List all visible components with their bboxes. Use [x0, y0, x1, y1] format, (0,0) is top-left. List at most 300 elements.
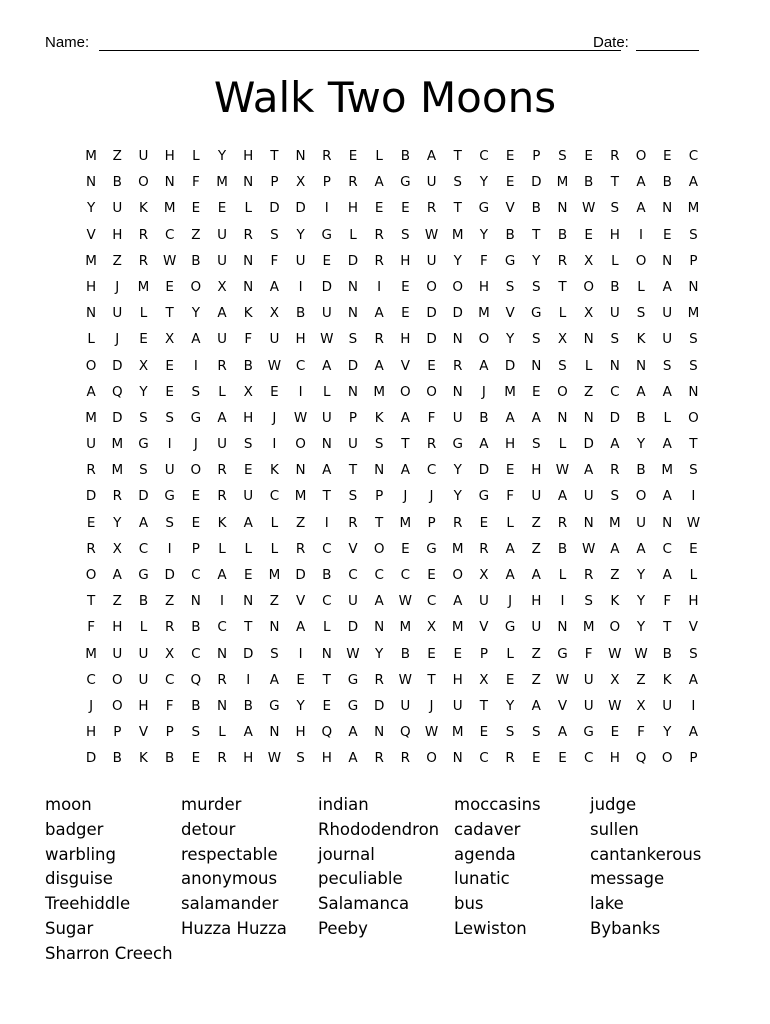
- grid-letter[interactable]: S: [610, 200, 620, 217]
- grid-letter[interactable]: Y: [191, 305, 200, 322]
- grid-letter[interactable]: A: [688, 724, 699, 741]
- grid-letter[interactable]: B: [505, 226, 515, 243]
- grid-letter[interactable]: D: [138, 488, 149, 505]
- grid-letter[interactable]: H: [86, 278, 97, 295]
- grid-letter[interactable]: I: [691, 488, 696, 505]
- grid-letter[interactable]: N: [243, 278, 254, 295]
- grid-letter[interactable]: A: [374, 174, 384, 191]
- grid-letter[interactable]: B: [400, 148, 410, 164]
- grid-letter[interactable]: K: [374, 409, 384, 426]
- grid-letter[interactable]: A: [138, 514, 149, 531]
- grid-letter[interactable]: N: [243, 593, 254, 610]
- grid-letter[interactable]: Z: [531, 645, 541, 662]
- grid-letter[interactable]: H: [531, 462, 542, 479]
- grid-letter[interactable]: V: [138, 724, 149, 741]
- grid-letter[interactable]: U: [583, 697, 594, 714]
- grid-letter[interactable]: Y: [532, 252, 541, 269]
- grid-letter[interactable]: A: [374, 593, 384, 610]
- grid-letter[interactable]: S: [558, 148, 567, 164]
- grid-letter[interactable]: L: [558, 436, 567, 453]
- grid-letter[interactable]: X: [269, 305, 280, 322]
- grid-letter[interactable]: O: [85, 357, 97, 374]
- grid-letter[interactable]: S: [296, 750, 305, 767]
- grid-letter[interactable]: O: [688, 409, 699, 426]
- grid-letter[interactable]: A: [610, 436, 620, 453]
- grid-letter[interactable]: E: [86, 514, 96, 531]
- grid-letter[interactable]: E: [479, 724, 489, 741]
- grid-letter[interactable]: A: [531, 409, 541, 426]
- grid-letter[interactable]: O: [609, 619, 621, 636]
- grid-letter[interactable]: N: [688, 383, 699, 400]
- grid-letter[interactable]: D: [373, 697, 385, 714]
- grid-letter[interactable]: T: [86, 593, 96, 610]
- grid-letter[interactable]: A: [86, 383, 96, 400]
- grid-letter[interactable]: S: [191, 383, 201, 400]
- grid-letter[interactable]: S: [374, 436, 384, 453]
- grid-letter[interactable]: M: [294, 488, 307, 505]
- grid-letter[interactable]: B: [243, 697, 253, 714]
- grid-letter[interactable]: U: [426, 252, 437, 269]
- grid-letter[interactable]: R: [322, 148, 332, 164]
- grid-letter[interactable]: W: [162, 252, 177, 269]
- grid-letter[interactable]: M: [451, 540, 464, 557]
- grid-letter[interactable]: R: [374, 226, 384, 243]
- grid-letter[interactable]: E: [610, 724, 620, 741]
- grid-letter[interactable]: M: [111, 462, 124, 479]
- grid-letter[interactable]: L: [558, 305, 567, 322]
- grid-letter[interactable]: T: [427, 671, 436, 688]
- grid-letter[interactable]: R: [374, 671, 384, 688]
- grid-letter[interactable]: U: [426, 174, 437, 191]
- grid-letter[interactable]: D: [347, 619, 359, 636]
- grid-letter[interactable]: R: [348, 514, 358, 531]
- grid-letter[interactable]: N: [269, 619, 280, 636]
- grid-letter[interactable]: R: [610, 462, 620, 479]
- grid-letter[interactable]: U: [348, 593, 358, 610]
- grid-letter[interactable]: M: [85, 645, 97, 662]
- grid-letter[interactable]: G: [347, 671, 359, 688]
- grid-letter[interactable]: E: [243, 567, 253, 583]
- grid-letter[interactable]: A: [688, 174, 699, 191]
- grid-letter[interactable]: A: [400, 462, 410, 479]
- grid-letter[interactable]: A: [662, 383, 672, 400]
- grid-letter[interactable]: A: [322, 462, 332, 479]
- grid-letter[interactable]: L: [375, 148, 383, 164]
- grid-letter[interactable]: B: [295, 305, 306, 322]
- grid-letter[interactable]: P: [689, 750, 698, 767]
- grid-letter[interactable]: F: [191, 174, 200, 191]
- grid-letter[interactable]: O: [426, 278, 437, 295]
- grid-letter[interactable]: N: [374, 619, 385, 636]
- grid-letter[interactable]: G: [426, 540, 437, 557]
- grid-letter[interactable]: M: [111, 436, 124, 453]
- grid-letter[interactable]: Z: [295, 514, 306, 531]
- grid-letter[interactable]: U: [138, 645, 149, 662]
- grid-letter[interactable]: R: [557, 252, 568, 269]
- grid-letter[interactable]: S: [610, 488, 620, 505]
- grid-letter[interactable]: G: [190, 409, 202, 426]
- grid-letter[interactable]: A: [505, 540, 515, 557]
- grid-letter[interactable]: L: [611, 252, 619, 269]
- grid-letter[interactable]: T: [453, 148, 462, 164]
- grid-letter[interactable]: N: [190, 593, 201, 610]
- grid-letter[interactable]: H: [688, 593, 699, 610]
- grid-letter[interactable]: S: [243, 436, 253, 453]
- grid-letter[interactable]: J: [89, 697, 94, 714]
- grid-letter[interactable]: R: [557, 514, 568, 531]
- grid-letter[interactable]: Y: [479, 226, 489, 243]
- grid-letter[interactable]: M: [556, 174, 569, 191]
- grid-letter[interactable]: O: [400, 383, 411, 400]
- grid-letter[interactable]: M: [399, 619, 412, 636]
- grid-letter[interactable]: P: [348, 409, 358, 426]
- grid-letter[interactable]: M: [661, 462, 674, 479]
- grid-letter[interactable]: Z: [610, 567, 620, 583]
- grid-letter[interactable]: L: [139, 305, 148, 322]
- grid-letter[interactable]: S: [531, 436, 541, 453]
- grid-letter[interactable]: A: [662, 436, 672, 453]
- grid-letter[interactable]: U: [217, 331, 227, 348]
- grid-letter[interactable]: X: [217, 278, 227, 295]
- grid-letter[interactable]: G: [164, 488, 175, 505]
- grid-letter[interactable]: M: [609, 514, 621, 531]
- grid-letter[interactable]: A: [322, 357, 332, 374]
- grid-letter[interactable]: B: [557, 540, 568, 557]
- grid-letter[interactable]: S: [191, 724, 201, 741]
- grid-letter[interactable]: I: [324, 200, 329, 217]
- grid-letter[interactable]: J: [193, 436, 198, 453]
- grid-letter[interactable]: A: [479, 436, 489, 453]
- grid-letter[interactable]: V: [295, 593, 306, 610]
- grid-letter[interactable]: J: [429, 488, 434, 505]
- grid-letter[interactable]: M: [687, 305, 700, 322]
- grid-letter[interactable]: S: [689, 645, 698, 662]
- grid-letter[interactable]: T: [558, 278, 567, 295]
- grid-letter[interactable]: N: [374, 462, 385, 479]
- grid-letter[interactable]: Y: [505, 697, 515, 714]
- grid-letter[interactable]: M: [137, 278, 150, 295]
- grid-letter[interactable]: D: [531, 174, 542, 191]
- grid-letter[interactable]: W: [581, 540, 596, 557]
- grid-letter[interactable]: X: [138, 357, 149, 374]
- grid-letter[interactable]: C: [400, 567, 411, 583]
- grid-letter[interactable]: N: [216, 697, 228, 714]
- grid-letter[interactable]: O: [452, 278, 464, 295]
- grid-letter[interactable]: R: [164, 619, 175, 636]
- grid-letter[interactable]: Z: [191, 226, 201, 243]
- grid-letter[interactable]: N: [557, 200, 568, 217]
- grid-letter[interactable]: H: [243, 750, 254, 767]
- grid-letter[interactable]: X: [243, 383, 253, 400]
- grid-letter[interactable]: W: [346, 645, 360, 662]
- grid-letter[interactable]: Y: [505, 331, 515, 348]
- grid-letter[interactable]: E: [401, 305, 410, 322]
- grid-letter[interactable]: R: [479, 540, 489, 557]
- grid-letter[interactable]: N: [374, 724, 385, 741]
- grid-letter[interactable]: C: [138, 540, 149, 557]
- grid-letter[interactable]: B: [636, 409, 646, 426]
- grid-letter[interactable]: M: [582, 619, 595, 636]
- grid-letter[interactable]: L: [270, 514, 279, 531]
- grid-letter[interactable]: C: [426, 593, 437, 610]
- grid-letter[interactable]: S: [636, 305, 646, 322]
- grid-letter[interactable]: E: [348, 148, 358, 164]
- grid-letter[interactable]: E: [191, 750, 201, 767]
- grid-letter[interactable]: S: [531, 278, 541, 295]
- grid-letter[interactable]: H: [478, 278, 489, 295]
- grid-letter[interactable]: D: [295, 200, 306, 217]
- grid-letter[interactable]: G: [452, 436, 463, 453]
- grid-letter[interactable]: W: [424, 226, 439, 243]
- grid-letter[interactable]: O: [111, 671, 123, 688]
- grid-letter[interactable]: Y: [453, 252, 462, 269]
- grid-letter[interactable]: G: [557, 645, 568, 662]
- grid-letter[interactable]: E: [165, 278, 174, 295]
- grid-letter[interactable]: R: [505, 750, 515, 767]
- grid-letter[interactable]: E: [505, 462, 515, 479]
- grid-letter[interactable]: X: [584, 305, 594, 322]
- grid-letter[interactable]: S: [270, 226, 279, 243]
- grid-letter[interactable]: U: [112, 200, 123, 217]
- grid-letter[interactable]: E: [427, 567, 436, 583]
- grid-letter[interactable]: D: [426, 331, 437, 348]
- grid-letter[interactable]: D: [478, 462, 490, 479]
- grid-letter[interactable]: N: [635, 357, 647, 374]
- grid-letter[interactable]: A: [636, 540, 646, 557]
- grid-letter[interactable]: W: [555, 462, 570, 479]
- grid-letter[interactable]: D: [269, 200, 280, 217]
- grid-letter[interactable]: E: [217, 200, 227, 217]
- grid-letter[interactable]: C: [217, 619, 227, 636]
- grid-letter[interactable]: N: [321, 436, 332, 453]
- grid-letter[interactable]: C: [583, 750, 594, 767]
- grid-letter[interactable]: Y: [636, 436, 646, 453]
- grid-letter[interactable]: S: [689, 331, 698, 348]
- grid-letter[interactable]: X: [165, 645, 175, 662]
- grid-letter[interactable]: E: [427, 645, 436, 662]
- grid-letter[interactable]: N: [688, 278, 699, 295]
- grid-letter[interactable]: R: [217, 357, 227, 374]
- grid-letter[interactable]: F: [165, 697, 174, 714]
- grid-letter[interactable]: S: [348, 488, 358, 505]
- grid-letter[interactable]: E: [689, 540, 698, 557]
- grid-letter[interactable]: E: [505, 148, 515, 164]
- grid-letter[interactable]: E: [191, 488, 201, 505]
- grid-letter[interactable]: T: [322, 671, 331, 688]
- grid-letter[interactable]: E: [191, 514, 201, 531]
- grid-letter[interactable]: O: [661, 750, 673, 767]
- grid-letter[interactable]: I: [298, 645, 303, 662]
- grid-letter[interactable]: B: [243, 357, 253, 374]
- grid-letter[interactable]: U: [112, 645, 123, 662]
- grid-letter[interactable]: U: [348, 436, 358, 453]
- grid-letter[interactable]: D: [112, 357, 123, 374]
- grid-letter[interactable]: X: [610, 671, 620, 688]
- grid-letter[interactable]: Y: [296, 697, 305, 714]
- grid-letter[interactable]: X: [112, 540, 122, 557]
- grid-letter[interactable]: C: [164, 226, 175, 243]
- grid-letter[interactable]: L: [637, 278, 645, 295]
- grid-letter[interactable]: N: [583, 409, 594, 426]
- grid-letter[interactable]: A: [584, 462, 594, 479]
- grid-letter[interactable]: O: [635, 148, 647, 164]
- grid-letter[interactable]: R: [86, 540, 96, 557]
- grid-letter[interactable]: G: [138, 567, 149, 583]
- grid-letter[interactable]: L: [218, 383, 226, 400]
- grid-letter[interactable]: E: [532, 383, 541, 400]
- grid-letter[interactable]: P: [532, 148, 541, 164]
- grid-letter[interactable]: N: [295, 148, 306, 164]
- grid-letter[interactable]: T: [348, 462, 358, 479]
- grid-letter[interactable]: U: [217, 252, 227, 269]
- grid-letter[interactable]: K: [139, 200, 148, 217]
- grid-letter[interactable]: N: [557, 409, 568, 426]
- grid-letter[interactable]: N: [269, 724, 280, 741]
- grid-letter[interactable]: F: [87, 619, 95, 636]
- grid-letter[interactable]: R: [243, 226, 253, 243]
- grid-letter[interactable]: H: [400, 252, 411, 269]
- grid-letter[interactable]: B: [531, 200, 541, 217]
- grid-letter[interactable]: L: [323, 383, 331, 400]
- grid-letter[interactable]: N: [583, 331, 594, 348]
- grid-letter[interactable]: U: [138, 148, 149, 164]
- grid-letter[interactable]: X: [479, 567, 489, 583]
- grid-letter[interactable]: K: [217, 514, 227, 531]
- grid-letter[interactable]: J: [429, 697, 434, 714]
- grid-letter[interactable]: F: [506, 488, 514, 505]
- grid-letter[interactable]: T: [453, 200, 462, 217]
- grid-letter[interactable]: D: [609, 409, 621, 426]
- grid-letter[interactable]: R: [217, 671, 227, 688]
- grid-letter[interactable]: K: [243, 305, 253, 322]
- grid-letter[interactable]: N: [583, 514, 594, 531]
- grid-letter[interactable]: N: [295, 462, 306, 479]
- grid-letter[interactable]: L: [87, 331, 95, 348]
- grid-letter[interactable]: A: [348, 750, 358, 767]
- grid-letter[interactable]: Y: [636, 619, 646, 636]
- grid-letter[interactable]: C: [322, 593, 332, 610]
- grid-letter[interactable]: S: [689, 357, 698, 374]
- grid-letter[interactable]: M: [451, 619, 464, 636]
- grid-letter[interactable]: L: [584, 357, 593, 374]
- grid-letter[interactable]: C: [295, 357, 306, 374]
- grid-letter[interactable]: N: [243, 252, 254, 269]
- grid-letter[interactable]: A: [610, 540, 620, 557]
- grid-letter[interactable]: U: [531, 488, 542, 505]
- grid-letter[interactable]: S: [401, 226, 410, 243]
- grid-letter[interactable]: Y: [663, 724, 672, 741]
- grid-letter[interactable]: H: [347, 200, 359, 217]
- grid-letter[interactable]: W: [608, 697, 622, 714]
- grid-letter[interactable]: U: [636, 514, 646, 531]
- grid-letter[interactable]: R: [453, 514, 463, 531]
- grid-letter[interactable]: U: [662, 305, 673, 322]
- grid-letter[interactable]: H: [400, 331, 411, 348]
- grid-letter[interactable]: N: [557, 619, 568, 636]
- grid-letter[interactable]: N: [86, 174, 97, 191]
- grid-letter[interactable]: C: [374, 567, 384, 583]
- grid-letter[interactable]: O: [452, 567, 464, 583]
- grid-letter[interactable]: C: [322, 540, 332, 557]
- grid-letter[interactable]: O: [373, 540, 385, 557]
- grid-letter[interactable]: B: [662, 174, 672, 191]
- grid-letter[interactable]: Y: [217, 148, 227, 164]
- grid-letter[interactable]: C: [662, 540, 672, 557]
- grid-letter[interactable]: M: [687, 200, 700, 217]
- grid-letter[interactable]: S: [453, 174, 462, 191]
- grid-letter[interactable]: W: [424, 724, 439, 741]
- grid-letter[interactable]: B: [191, 697, 201, 714]
- grid-letter[interactable]: S: [689, 462, 698, 479]
- grid-letter[interactable]: R: [426, 200, 437, 217]
- grid-letter[interactable]: E: [479, 514, 489, 531]
- grid-letter[interactable]: M: [504, 383, 516, 400]
- grid-letter[interactable]: O: [85, 567, 97, 583]
- grid-letter[interactable]: E: [662, 226, 672, 243]
- grid-letter[interactable]: X: [636, 697, 646, 714]
- grid-letter[interactable]: A: [217, 567, 227, 583]
- grid-letter[interactable]: N: [452, 331, 463, 348]
- grid-letter[interactable]: O: [295, 436, 306, 453]
- grid-letter[interactable]: S: [531, 724, 541, 741]
- grid-letter[interactable]: A: [348, 724, 358, 741]
- grid-letter[interactable]: E: [191, 200, 201, 217]
- grid-letter[interactable]: U: [478, 593, 489, 610]
- grid-letter[interactable]: U: [400, 697, 411, 714]
- grid-letter[interactable]: H: [609, 750, 620, 767]
- grid-letter[interactable]: E: [322, 697, 332, 714]
- grid-letter[interactable]: M: [85, 252, 97, 269]
- grid-letter[interactable]: C: [479, 148, 489, 164]
- grid-letter[interactable]: S: [165, 514, 174, 531]
- grid-letter[interactable]: V: [479, 619, 489, 636]
- grid-letter[interactable]: B: [322, 567, 332, 583]
- grid-letter[interactable]: W: [267, 750, 282, 767]
- grid-letter[interactable]: Y: [453, 462, 462, 479]
- grid-letter[interactable]: D: [85, 750, 97, 767]
- grid-letter[interactable]: C: [479, 750, 489, 767]
- grid-letter[interactable]: C: [688, 148, 699, 164]
- grid-letter[interactable]: C: [86, 671, 96, 688]
- grid-letter[interactable]: O: [635, 252, 647, 269]
- grid-letter[interactable]: I: [691, 697, 696, 714]
- grid-letter[interactable]: O: [138, 174, 149, 191]
- grid-letter[interactable]: E: [584, 148, 593, 164]
- grid-letter[interactable]: U: [112, 305, 123, 322]
- grid-letter[interactable]: N: [609, 357, 620, 374]
- grid-letter[interactable]: A: [662, 278, 672, 295]
- grid-letter[interactable]: A: [426, 148, 437, 164]
- grid-letter[interactable]: S: [165, 409, 174, 426]
- grid-letter[interactable]: N: [531, 357, 542, 374]
- grid-letter[interactable]: W: [555, 671, 570, 688]
- grid-letter[interactable]: W: [320, 331, 334, 348]
- grid-letter[interactable]: I: [220, 593, 225, 610]
- grid-letter[interactable]: A: [217, 409, 227, 426]
- grid-letter[interactable]: R: [583, 567, 594, 583]
- grid-letter[interactable]: A: [191, 331, 201, 348]
- grid-letter[interactable]: R: [86, 462, 96, 479]
- grid-letter[interactable]: Y: [453, 488, 462, 505]
- grid-letter[interactable]: M: [85, 409, 97, 426]
- grid-letter[interactable]: N: [347, 278, 359, 295]
- grid-letter[interactable]: V: [400, 357, 410, 374]
- grid-letter[interactable]: F: [244, 331, 253, 348]
- grid-letter[interactable]: Y: [479, 174, 489, 191]
- grid-letter[interactable]: U: [452, 697, 463, 714]
- grid-letter[interactable]: E: [139, 331, 148, 348]
- grid-letter[interactable]: E: [427, 357, 436, 374]
